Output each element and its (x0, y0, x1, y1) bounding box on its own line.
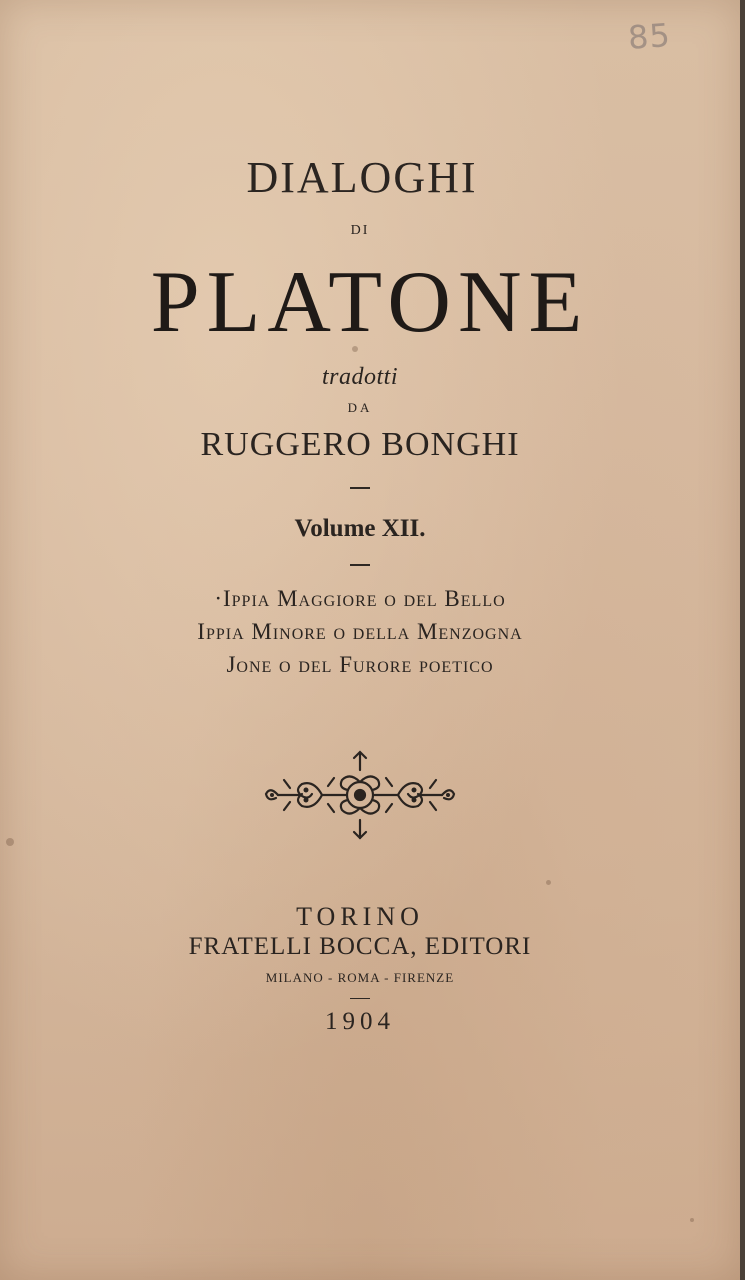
imprint-cities: MILANO - ROMA - FIRENZE (265, 970, 455, 985)
page-edge (740, 0, 745, 1280)
divider (350, 998, 370, 999)
paper-speck (546, 880, 551, 885)
translator-name: RUGGERO BONGHI (200, 426, 520, 463)
divider (350, 487, 370, 489)
paper-speck (352, 346, 358, 352)
imprint-city: TORINO (296, 902, 424, 931)
connector-da: DA (347, 400, 373, 415)
pencil-annotation: 85 (626, 15, 673, 57)
contents-item: ·Ippia Maggiore o del Bello (214, 586, 506, 611)
series-title: DIALOGHI (246, 153, 478, 202)
paper-speck (6, 838, 14, 846)
divider (350, 564, 370, 566)
contents-item: Jone o del Furore poetico (226, 652, 494, 677)
floral-ornament-icon (262, 750, 458, 842)
volume-label: Volume XII. (294, 515, 426, 542)
paper-speck (690, 1218, 694, 1222)
imprint-year: 1904 (325, 1008, 395, 1035)
connector-di: DI (350, 223, 370, 238)
contents-item: Ippia Minore o della Menzogna (197, 619, 523, 644)
imprint-publisher: FRATELLI BOCCA, EDITORI (188, 933, 532, 960)
author-title: PLATONE (150, 254, 590, 351)
translated-label: tradotti (321, 364, 398, 390)
